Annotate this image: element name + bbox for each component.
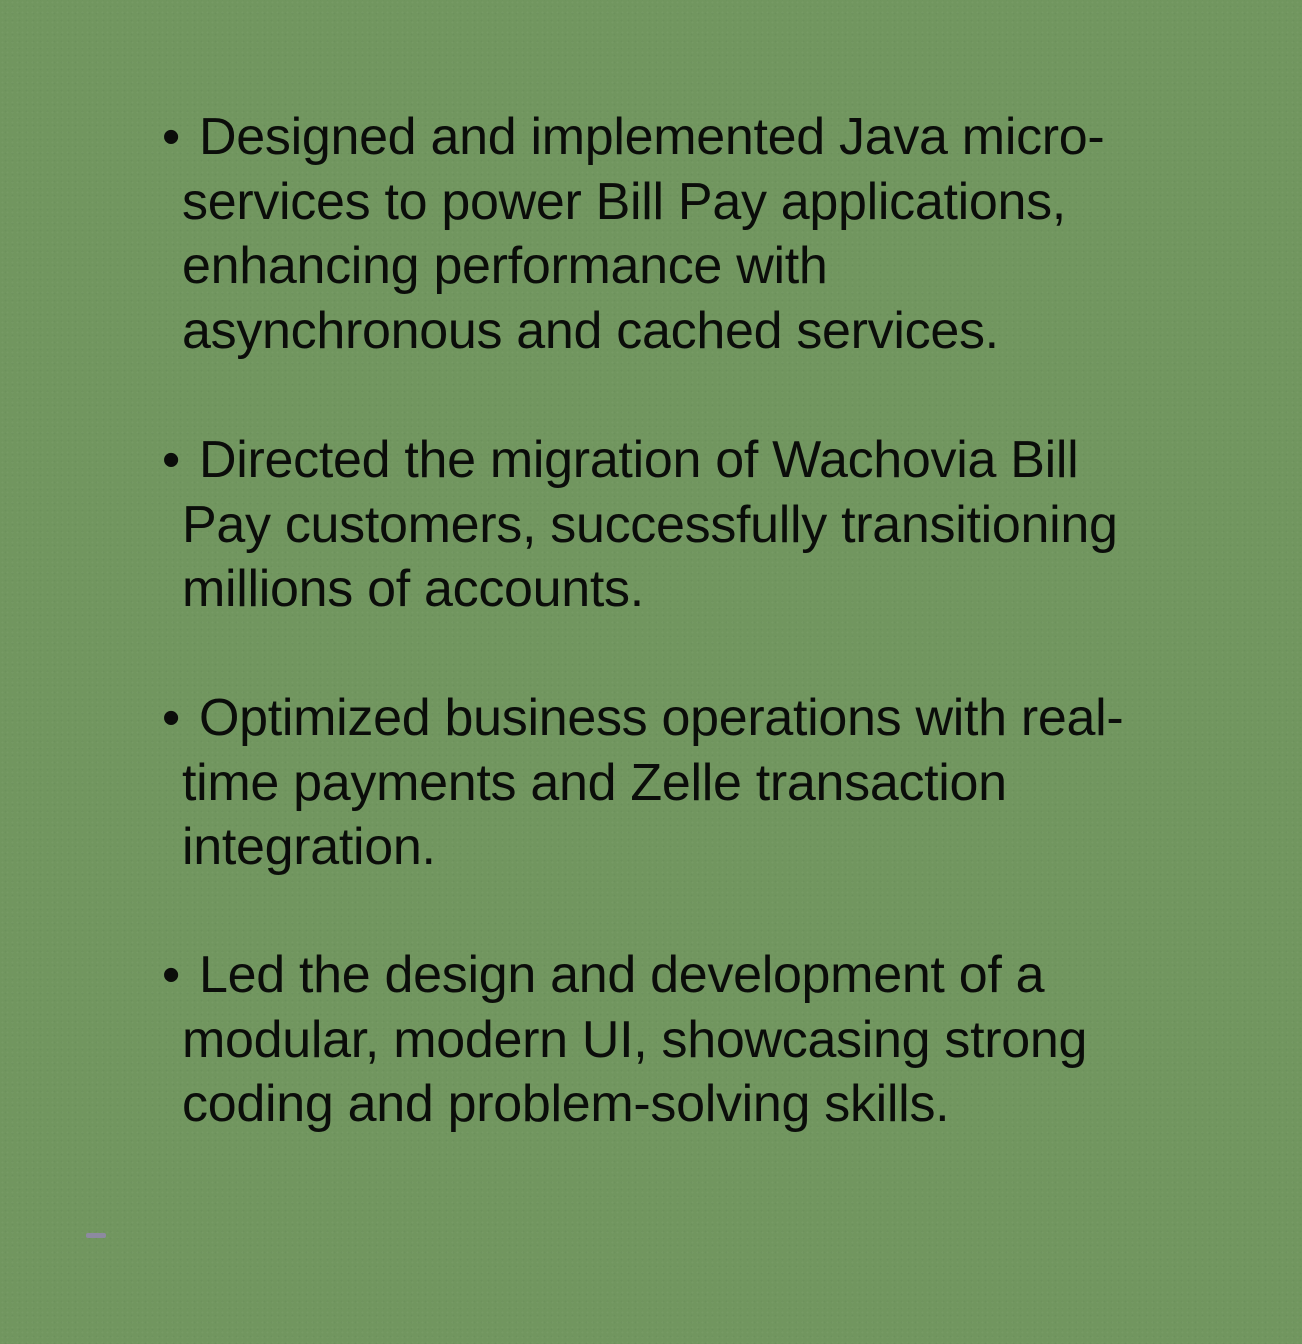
bullet-text-line: coding and problem-solving skills.	[182, 1075, 950, 1133]
bullet-text-line: integration.	[182, 818, 436, 876]
bullet-item-modular-ui	[162, 943, 1202, 1137]
bullet-text-line: time payments and Zelle transaction	[182, 753, 1007, 812]
bullet-item-java-microservices	[162, 105, 1202, 363]
bullet-text-line: Led the design and development of a	[199, 946, 1045, 1004]
bullet-text-line: millions of accounts.	[182, 560, 644, 618]
bullet-text-line: services to power Bill Pay applications,	[182, 172, 1066, 231]
bullet-text-line: Directed the migration of Wachovia Bill	[199, 431, 1079, 489]
bullet-text-line: Optimized business operations with real-	[199, 689, 1124, 747]
bullet-icon: •	[162, 689, 180, 747]
bullet-text-line: Designed and implemented Java micro-	[199, 108, 1105, 166]
bullet-text-line: asynchronous and cached services.	[182, 301, 999, 360]
bullet-item-realtime-payments	[162, 686, 1202, 880]
bullet-icon: •	[162, 946, 180, 1004]
bullet-icon: •	[162, 431, 180, 489]
bullet-icon: •	[162, 108, 180, 166]
bullet-item-wachovia-migration	[162, 428, 1202, 622]
bullet-text-line: modular, modern UI, showcasing strong	[182, 1010, 1088, 1069]
decorative-dash-mark	[86, 1233, 106, 1238]
bullet-text-line: enhancing performance with	[182, 237, 828, 295]
bullet-text-line: Pay customers, successfully transitioning	[182, 495, 1118, 554]
